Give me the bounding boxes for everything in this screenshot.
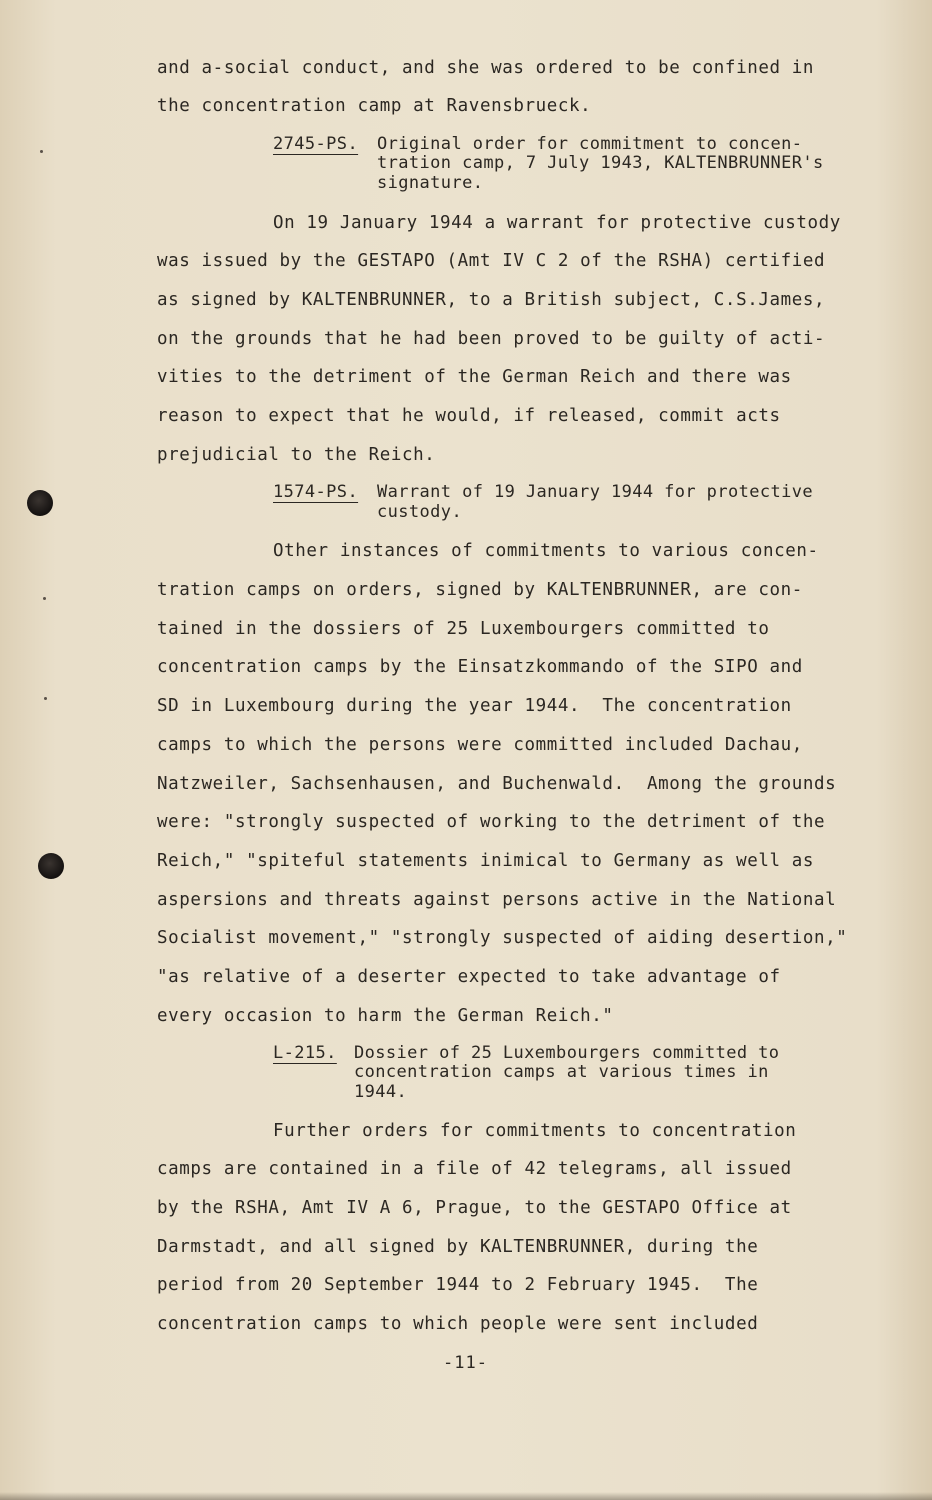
speck [40,150,43,153]
text-line: reason to expect that he would, if released, commit acts [157,406,781,426]
text-line: "as relative of a deserter expected to take advantage of [157,967,781,987]
text-line: Darmstadt, and all signed by KALTENBRUNNER, during the [157,1237,759,1257]
text-line: concentration camps to which people were sent included [157,1314,759,1334]
exhibit-text: Original order for commitment to concen- [377,134,803,154]
text-line: were: "strongly suspected of working to the detriment of the [157,812,826,832]
text-line: period from 20 September 1944 to 2 February 1945. The [157,1275,759,1295]
exhibit-text: 1944. [354,1082,408,1102]
text-line: camps to which the persons were committed included Dachau, [157,735,803,755]
text-line: tration camps on orders, signed by KALTENBRUNNER, are con- [157,580,803,600]
text-line: aspersions and threats against persons active in the National [157,890,837,910]
exhibit-number: 2745-PS. [273,134,359,154]
speck [43,597,46,600]
text-line: On 19 January 1944 a warrant for protective custody [273,213,841,233]
text-line: Reich," "spiteful statements inimical to Germany as well as [157,851,815,871]
text-line: Further orders for commitments to concentration [273,1121,797,1141]
text-line: concentration camps by the Einsatzkommando of the SIPO and [157,657,803,677]
exhibit-text: signature. [377,173,484,193]
text-line: by the RSHA, Amt IV A 6, Prague, to the GESTAPO Office at [157,1198,792,1218]
text-line: camps are contained in a file of 42 telegrams, all issued [157,1159,792,1179]
text-line: SD in Luxembourg during the year 1944. The concentration [157,696,792,716]
text-line: tained in the dossiers of 25 Luxembourgers committed to [157,619,770,639]
exhibit-text: tration camp, 7 July 1943, KALTENBRUNNER's [377,153,824,173]
text-line: Natzweiler, Sachsenhausen, and Buchenwald. Among the grounds [157,774,837,794]
exhibit-text: custody. [377,502,463,522]
text-line: was issued by the GESTAPO (Amt IV C 2 of the RSHA) certified [157,251,826,271]
exhibit-text: Warrant of 19 January 1944 for protective [377,482,814,502]
text-line: as signed by KALTENBRUNNER, to a British subject, C.S.James, [157,290,826,310]
text-line: vities to the detriment of the German Reich and there was [157,367,792,387]
exhibit-text: Dossier of 25 Luxembourgers committed to [354,1043,780,1063]
punch-hole [38,853,64,879]
exhibit-number: 1574-PS. [273,482,359,502]
punch-hole [27,490,53,516]
text-line: on the grounds that he had been proved to be guilty of acti- [157,329,826,349]
exhibit-number: L-215. [273,1043,337,1063]
speck [44,697,47,700]
text-line: every occasion to harm the German Reich." [157,1006,614,1026]
text-line: prejudicial to the Reich. [157,445,436,465]
page-number: -11- [443,1353,488,1373]
text-line: the concentration camp at Ravensbrueck. [157,96,592,116]
text-line: Socialist movement," "strongly suspected of aiding desertion," [157,928,848,948]
exhibit-text: concentration camps at various times in [354,1062,769,1082]
text-line: and a-social conduct, and she was ordered to be confined in [157,58,815,78]
page-edge [0,1492,932,1500]
text-line: Other instances of commitments to various concen- [273,541,819,561]
